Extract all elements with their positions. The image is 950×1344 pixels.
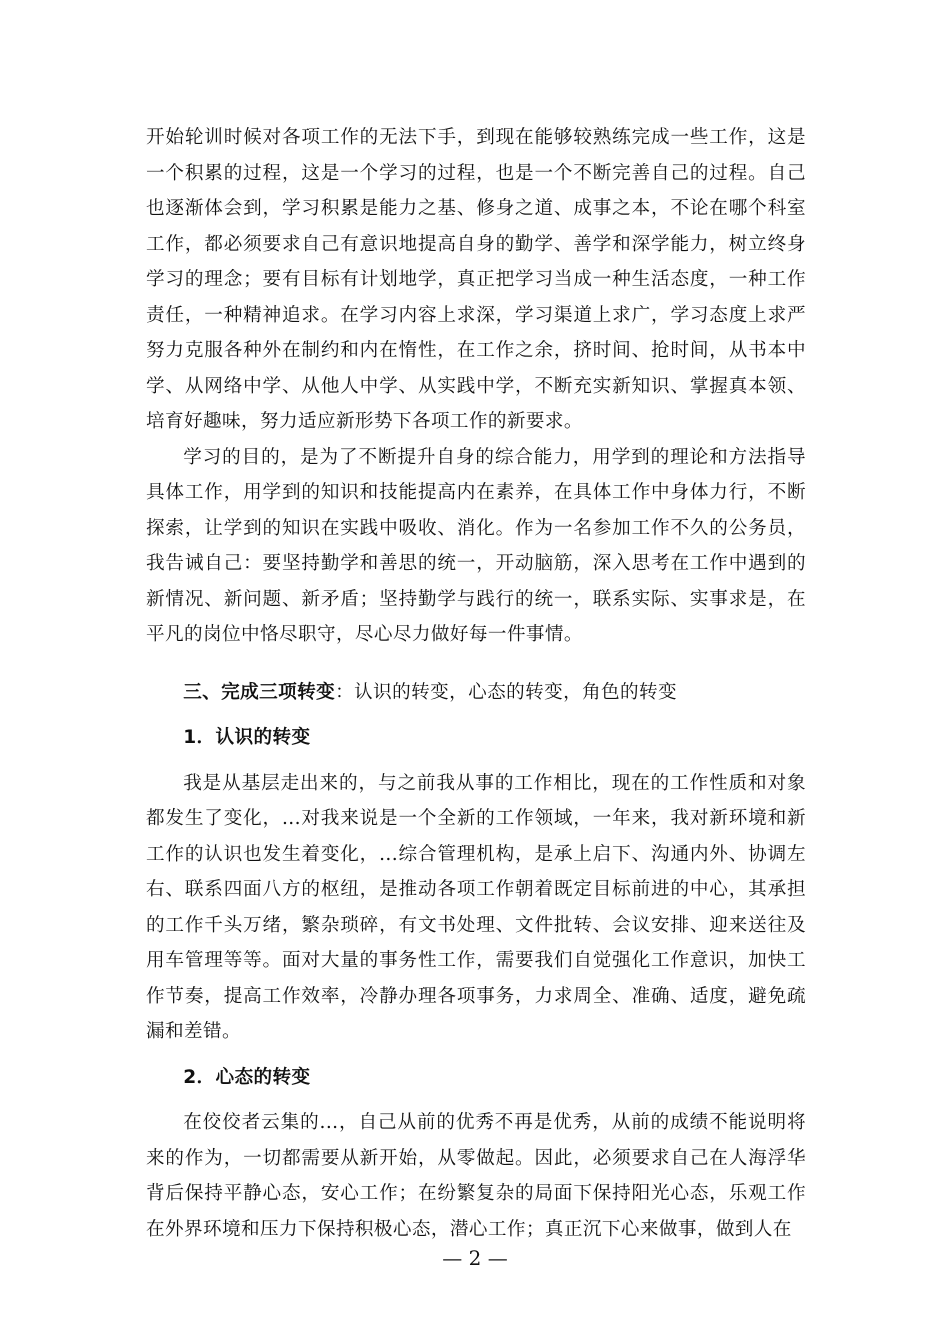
spacer — [146, 710, 806, 720]
section-heading-bold: 三、完成三项转变 — [183, 681, 336, 703]
paragraph-mindset-change: 在佼佼者云集的...，自己从前的优秀不再是优秀，从前的成绩不能说明将来的作为，一切都需要从新开始，从零做起。因此，必须要求自己在人海浮华背后保持平静心态，安心工作；在纷繁复杂的局面下保持阳光心态，乐观工作在外界环境和压力下保持积极心态，潜心工作；真正沉下心来做事，做到人在 — [146, 1112, 806, 1240]
spacer — [146, 1050, 806, 1060]
subheading-mindset-change — [146, 1060, 806, 1096]
paragraph-cognition-change: 我是从基层走出来的，与之前我从事的工作相比，现在的工作性质和对象都发生了变化，...对我来说是一个全新的工作领域，一年来，我对新环境和新工作的认识也发生着变化，...综合管理机构，是承上启下、沟通内外、协调左右、联系四面八方的枢纽，是推动各项工作朝着既定目标前进的中心，其承担的工作千头万绪，繁杂琐碎，有文书处理、文件批转、会议安排、迎来送往及用车管理等等。面对大量的事务性工作，需要我们自觉强化工作意识，加快工作节奏，提高工作效率，冷静办理各项事务，力求周全、准确、适度，避免疏漏和差错。 — [146, 772, 806, 1042]
spacer — [146, 1095, 806, 1105]
page-number: — 2 — — [442, 1246, 508, 1270]
subheading-cognition-text: 1．认识的转变 — [183, 727, 311, 748]
subheading-cognition-change — [146, 720, 806, 756]
spacer — [146, 653, 806, 675]
section-heading-rest: ：认识的转变，心态的转变，角色的转变 — [335, 681, 678, 703]
page-body — [146, 120, 806, 1247]
spacer — [146, 756, 806, 766]
section-heading-three-transitions — [146, 675, 806, 711]
paragraph-learning-purpose: 学习的目的，是为了不断提升自身的综合能力，用学到的理论和方法指导具体工作，用学到的知识和技能提高内在素养，在具体工作中身体力行，不断探索，让学到的知识在实践中吸收、消化。作为一名参加工作不久的公务员，我告诫自己：要坚持勤学和善思的统一，开动脑筋，深入思考在工作中遇到的新情况、新问题、新矛盾；坚持勤学与践行的统一，联系实际、实事求是，在平凡的岗位中恪尽职守，尽心尽力做好每一件事情。 — [146, 446, 806, 645]
subheading-mindset-text: 2．心态的转变 — [183, 1066, 311, 1088]
paragraph-learning-process: 开始轮训时候对各项工作的无法下手，到现在能够较熟练完成一些工作，这是一个积累的过程，这是一个学习的过程，也是一个不断完善自己的过程。自己也逐渐体会到，学习积累是能力之基、修身之道、成事之本，不论在哪个科室工作，都必须要求自己有意识地提高自身的勤学、善学和深学能力，树立终身学习的理念；要有目标有计划地学，真正把学习当成一种生活态度，一种工作责任，一种精神追求。在学习内容上求深，学习渠道上求广，学习态度上求严努力克服各种外在制约和内在惰性，在工作之余，挤时间、抢时间，从书本中学、从网络中学、从他人中学、从实践中学，不断充实新知识、掌握真本领、培育好趣味，努力适应新形势下各项工作的新要求。 — [146, 127, 806, 432]
